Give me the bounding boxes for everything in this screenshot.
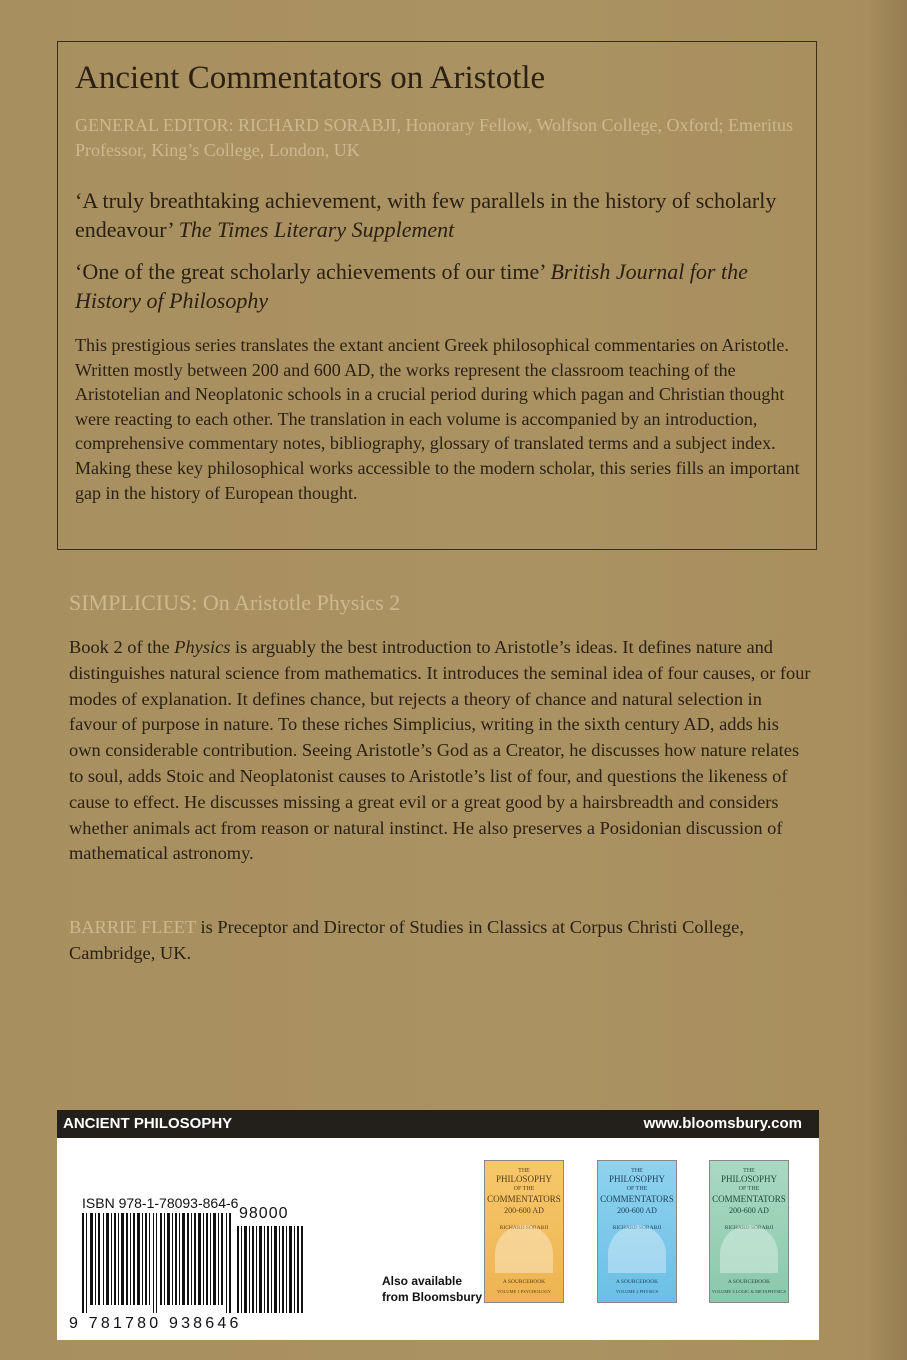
quote-text: ‘One of the great scholarly achievements of our time’ — [75, 259, 545, 284]
mini-title-1: PHILOSOPHY — [608, 1174, 665, 1184]
mini-volume: VOLUME 1 PSYCHOLOGY — [496, 1289, 551, 1294]
series-description: This prestigious series translates the extant ancient Greek philosophical commentaries on Aristotle. Written mostly between 200 and 600 AD, the works represent the classroom teaching of the Aristotelian and Neoplatonic schools in a crucial period during which pagan and Christian thought were reacting to each other. The translation in each volume is accompanied by an introduction, comprehensive commentary notes, bibliography, glossary of translated terms and a subject index. Making these key philosophical works accessible to the modern scholar, this series fills an important gap in the history of European thought. — [75, 335, 800, 503]
author-bio-text: is Preceptor and Director of Studies in Classics at Corpus Christi College, Cambridge, UK. — [69, 917, 744, 963]
mini-volume: VOLUME 2 PHYSICS — [615, 1289, 659, 1294]
barcode-addon — [237, 1226, 305, 1313]
also-line-2: from Bloomsbury — [382, 1290, 483, 1304]
quote-source: The Times Literary Supplement — [178, 217, 455, 242]
arch-image — [608, 1225, 666, 1273]
book-description — [69, 635, 814, 867]
website-link[interactable]: www.bloomsbury.com — [643, 1115, 802, 1132]
mini-editor: RICHARD SORABJI — [499, 1225, 549, 1231]
mini-title-3: COMMENTATORS — [487, 1194, 561, 1204]
also-available — [382, 1273, 482, 1305]
related-book-volume-2[interactable] — [597, 1160, 677, 1303]
related-book-volume-1[interactable] — [484, 1160, 564, 1303]
mini-title-1: PHILOSOPHY — [720, 1174, 777, 1184]
barcode-main — [82, 1213, 232, 1313]
mini-the: THE — [743, 1168, 755, 1174]
author-bio — [69, 915, 814, 967]
mini-title-2: OF THE — [626, 1186, 648, 1192]
author-name: BARRIE FLEET — [69, 917, 196, 937]
mini-dates: 200-600 AD — [504, 1206, 544, 1215]
mini-the: THE — [518, 1168, 530, 1174]
series-title: Ancient Commentators on Aristotle — [75, 60, 546, 96]
related-book-volume-3[interactable] — [709, 1160, 789, 1303]
quote-bjhp — [75, 257, 795, 315]
arch-image — [720, 1225, 778, 1273]
mini-title-2: OF THE — [738, 1186, 760, 1192]
mini-sourcebook: A SOURCEBOOK — [502, 1279, 546, 1285]
category-bar — [57, 1110, 819, 1138]
mini-editor: RICHARD SORABJI — [724, 1225, 774, 1231]
mini-title-2: OF THE — [513, 1186, 535, 1192]
isbn: ISBN 978-1-78093-864-6 — [82, 1195, 239, 1211]
arch-image — [495, 1225, 553, 1273]
mini-sourcebook: A SOURCEBOOK — [615, 1279, 659, 1285]
barcode-panel — [57, 1138, 819, 1340]
category-label: ANCIENT PHILOSOPHY — [63, 1115, 233, 1132]
ean-number: 9 781780 938646 — [69, 1315, 242, 1332]
price-code: 98000 — [239, 1205, 289, 1222]
quote-tls — [75, 186, 795, 244]
desc-rest: is arguably the best introduction to Aristotle’s ideas. It defines nature and distinguishes natural science from mathematics. It introduces the seminal idea of four causes, or four modes of explanation. It defines chance, but rejects a theory of chance and natural selection in favour of purpose in nature. To these riches Simplicius, writing in the sixth century AD, adds his own considerable contribution. Seeing Aristotle’s God as a Creator, he discusses how nature relates to soul, adds Stoic and Neoplatonist causes to Aristotle’s list of four, and questions the likeness of cause to effect. He discusses missing a great evil or a great good by a hairsbreadth and considers whether animals act from reason or natural instinct. He also preserves a Posidonian discussion of mathematical astronomy. — [69, 637, 811, 864]
quote-source: British Journal for the History of Philosophy — [75, 259, 748, 313]
mini-the: THE — [631, 1168, 643, 1174]
mini-volume: VOLUME 3 LOGIC & METAPHYSICS — [711, 1289, 787, 1294]
mini-dates: 200-600 AD — [617, 1206, 657, 1215]
mini-title-1: PHILOSOPHY — [495, 1174, 552, 1184]
mini-title-3: COMMENTATORS — [712, 1194, 786, 1204]
book-title: SIMPLICIUS: On Aristotle Physics 2 — [69, 590, 401, 615]
mini-dates: 200-600 AD — [729, 1206, 769, 1215]
mini-title-3: COMMENTATORS — [600, 1194, 674, 1204]
mini-editor: RICHARD SORABJI — [612, 1225, 662, 1231]
mini-sourcebook: A SOURCEBOOK — [727, 1279, 771, 1285]
cover-edge-shadow — [867, 0, 907, 1360]
desc-start: Book 2 of the — [69, 637, 175, 657]
quote-text: ‘A truly breathtaking achievement, with few parallels in the history of scholarly endeavour’ — [75, 188, 777, 242]
desc-italic: Physics — [174, 637, 231, 657]
also-line-1: Also available — [382, 1274, 463, 1288]
general-editor: GENERAL EDITOR: RICHARD SORABJI, Honorary Fellow, Wolfson College, Oxford; Emeritus Professor, King’s College, London, UK — [75, 115, 794, 160]
